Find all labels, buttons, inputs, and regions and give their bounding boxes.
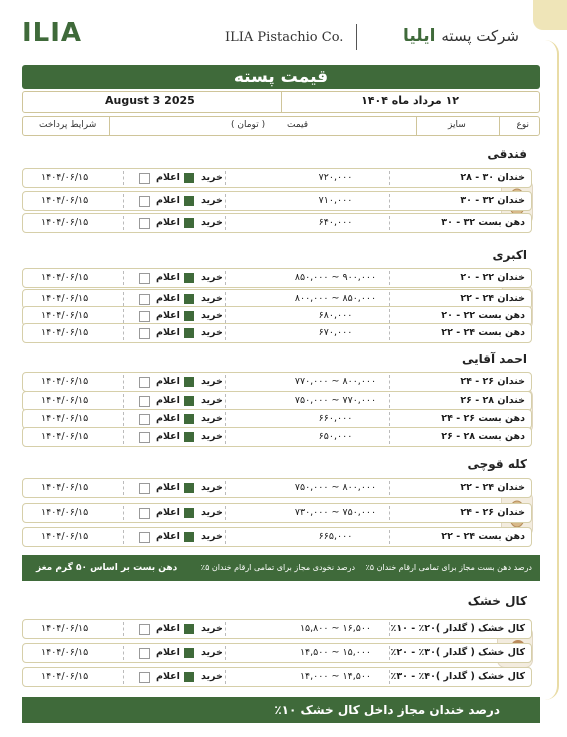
buy-label: خرید bbox=[201, 310, 223, 321]
buy-label: خرید bbox=[201, 482, 223, 493]
announce-checkbox[interactable] bbox=[139, 311, 150, 322]
row-divider bbox=[123, 216, 124, 230]
row-divider bbox=[123, 506, 124, 520]
row-price: ۶۴۰,۰۰۰ bbox=[318, 217, 353, 228]
buy-button[interactable] bbox=[184, 648, 194, 658]
buy-label: خرید bbox=[201, 395, 223, 406]
row-divider bbox=[123, 171, 124, 185]
category-title: احمد آقایی bbox=[461, 352, 527, 366]
price-row bbox=[22, 643, 532, 663]
price-row bbox=[22, 409, 532, 429]
announce-label: اعلام bbox=[156, 217, 180, 228]
price-row bbox=[22, 323, 532, 343]
row-divider bbox=[123, 375, 124, 389]
right-bracket-line bbox=[532, 40, 559, 700]
row-divider bbox=[123, 481, 124, 495]
row-divider bbox=[225, 309, 226, 323]
announce-checkbox[interactable] bbox=[139, 396, 150, 407]
row-date: ۱۴۰۴/۰۶/۱۵ bbox=[41, 195, 89, 206]
price-row bbox=[22, 527, 532, 547]
row-size: خندان ۲۶ - ۲۴ bbox=[460, 376, 525, 387]
row-date: ۱۴۰۴/۰۶/۱۵ bbox=[41, 217, 89, 228]
notes-bar bbox=[22, 555, 540, 581]
announce-checkbox[interactable] bbox=[139, 273, 150, 284]
row-divider bbox=[225, 326, 226, 340]
price-row bbox=[22, 391, 532, 411]
row-date: ۱۴۰۴/۰۶/۱۵ bbox=[41, 272, 89, 283]
row-price: ۷۲۰,۰۰۰ bbox=[318, 172, 353, 183]
announce-label: اعلام bbox=[156, 310, 180, 321]
price-row bbox=[22, 503, 532, 523]
row-divider bbox=[123, 326, 124, 340]
category-title: کله قوچی bbox=[467, 457, 527, 471]
row-divider bbox=[225, 412, 226, 426]
announce-label: اعلام bbox=[156, 293, 180, 304]
category-title: فندقی bbox=[487, 147, 527, 161]
buy-button[interactable] bbox=[184, 432, 194, 442]
row-date: ۱۴۰۴/۰۶/۱۵ bbox=[41, 327, 89, 338]
buy-button[interactable] bbox=[184, 414, 194, 424]
logo-text: ILIA bbox=[22, 18, 83, 48]
announce-label: اعلام bbox=[156, 431, 180, 442]
row-date: ۱۴۰۴/۰۶/۱۵ bbox=[41, 293, 89, 304]
price-row bbox=[22, 478, 532, 498]
row-divider bbox=[225, 194, 226, 208]
page-title: قیمت پسته bbox=[233, 67, 329, 87]
row-size: خندان ۳۲ - ۳۰ bbox=[460, 195, 525, 206]
buy-label: خرید bbox=[201, 376, 223, 387]
col-divider-2 bbox=[416, 117, 417, 135]
note-chickpea: درصد نخودی مجاز برای تمامی ارقام خندان ۵٪ bbox=[200, 563, 355, 572]
row-price: ۶۶۰,۰۰۰ bbox=[318, 413, 353, 424]
announce-checkbox[interactable] bbox=[139, 414, 150, 425]
row-size: دهن بست ۲۲ - ۲۰ bbox=[441, 310, 525, 321]
row-price: ۸۵۰,۰۰۰ ~ ۹۰۰,۰۰۰ bbox=[294, 272, 377, 283]
row-divider bbox=[123, 530, 124, 544]
row-size: خندان ۲۴ - ۲۲ bbox=[460, 482, 525, 493]
announce-label: اعلام bbox=[156, 395, 180, 406]
price-row bbox=[22, 191, 532, 211]
buy-label: خرید bbox=[201, 413, 223, 424]
row-size: خندان ۳۰ - ۲۸ bbox=[460, 172, 525, 183]
buy-button[interactable] bbox=[184, 672, 194, 682]
row-price: ۷۵۰,۰۰۰ ~ ۸۰۰,۰۰۰ bbox=[294, 482, 377, 493]
row-divider bbox=[225, 292, 226, 306]
row-size: کال خشک ( گلدار )۴۰٪ - ۳۰٪ bbox=[390, 671, 525, 682]
announce-label: اعلام bbox=[156, 623, 180, 634]
note-closed-basis: دهن بست بر اساس ۵۰ گرم مغز bbox=[36, 563, 178, 573]
announce-checkbox[interactable] bbox=[139, 294, 150, 305]
row-size: خندان ۲۶ - ۲۴ bbox=[460, 507, 525, 518]
row-date: ۱۴۰۴/۰۶/۱۵ bbox=[41, 413, 89, 424]
corner-accent bbox=[533, 0, 567, 30]
row-price: ۷۱۰,۰۰۰ bbox=[318, 195, 353, 206]
announce-checkbox[interactable] bbox=[139, 432, 150, 443]
buy-label: خرید bbox=[201, 272, 223, 283]
announce-checkbox[interactable] bbox=[139, 508, 150, 519]
row-date: ۱۴۰۴/۰۶/۱۵ bbox=[41, 172, 89, 183]
price-row bbox=[22, 268, 532, 288]
row-divider bbox=[225, 481, 226, 495]
row-divider bbox=[225, 375, 226, 389]
col-divider-3 bbox=[499, 117, 500, 135]
category-title: کال خشک bbox=[467, 594, 527, 608]
announce-checkbox[interactable] bbox=[139, 196, 150, 207]
buy-button[interactable] bbox=[184, 532, 194, 542]
buy-button[interactable] bbox=[184, 273, 194, 283]
announce-checkbox[interactable] bbox=[139, 218, 150, 229]
buy-button[interactable] bbox=[184, 196, 194, 206]
buy-button[interactable] bbox=[184, 624, 194, 634]
row-divider bbox=[123, 394, 124, 408]
announce-label: اعلام bbox=[156, 172, 180, 183]
price-row bbox=[22, 372, 532, 392]
buy-label: خرید bbox=[201, 623, 223, 634]
buy-button[interactable] bbox=[184, 508, 194, 518]
col-size: سایز bbox=[448, 120, 466, 130]
row-date: ۱۴۰۴/۰۶/۱۵ bbox=[41, 482, 89, 493]
announce-checkbox[interactable] bbox=[139, 532, 150, 543]
row-divider bbox=[225, 430, 226, 444]
header-divider bbox=[356, 24, 357, 50]
announce-checkbox[interactable] bbox=[139, 377, 150, 388]
row-divider bbox=[123, 646, 124, 660]
price-row bbox=[22, 168, 532, 188]
row-price: ۶۸۰,۰۰۰ bbox=[318, 310, 353, 321]
date-jalali: ۱۲ مرداد ماه ۱۴۰۴ bbox=[361, 94, 459, 107]
row-date: ۱۴۰۴/۰۶/۱۵ bbox=[41, 531, 89, 542]
buy-button[interactable] bbox=[184, 483, 194, 493]
buy-button[interactable] bbox=[184, 173, 194, 183]
announce-checkbox[interactable] bbox=[139, 672, 150, 683]
date-row bbox=[22, 91, 540, 113]
price-row bbox=[22, 213, 532, 233]
row-date: ۱۴۰۴/۰۶/۱۵ bbox=[41, 395, 89, 406]
buy-label: خرید bbox=[201, 671, 223, 682]
row-date: ۱۴۰۴/۰۶/۱۵ bbox=[41, 623, 89, 634]
date-gregorian: August 3 2025 bbox=[105, 94, 195, 107]
row-size: کال خشک ( گلدار )۲۰٪ - ۱۰٪ bbox=[390, 623, 525, 634]
col-divider-1 bbox=[109, 117, 110, 135]
buy-button[interactable] bbox=[184, 218, 194, 228]
row-divider bbox=[225, 271, 226, 285]
row-price: ۱۴,۵۰۰ ~ ۱۵,۰۰۰ bbox=[299, 647, 372, 658]
row-divider bbox=[225, 216, 226, 230]
company-name-fa bbox=[403, 26, 519, 46]
row-size: خندان ۲۴ - ۲۲ bbox=[460, 293, 525, 304]
announce-checkbox[interactable] bbox=[139, 483, 150, 494]
row-size: کال خشک ( گلدار )۳۰٪ - ۲۰٪ bbox=[390, 647, 525, 658]
price-row bbox=[22, 667, 532, 687]
announce-label: اعلام bbox=[156, 272, 180, 283]
col-price-unit: ( تومان ) bbox=[231, 120, 266, 130]
announce-label: اعلام bbox=[156, 531, 180, 542]
row-divider bbox=[123, 309, 124, 323]
row-size: دهن بست ۲۴ - ۲۲ bbox=[441, 531, 525, 542]
announce-label: اعلام bbox=[156, 195, 180, 206]
row-price: ۸۰۰,۰۰۰ ~ ۸۵۰,۰۰۰ bbox=[294, 293, 377, 304]
announce-label: اعلام bbox=[156, 376, 180, 387]
buy-button[interactable] bbox=[184, 396, 194, 406]
row-size: خندان ۲۸ - ۲۶ bbox=[460, 395, 525, 406]
title-bar bbox=[22, 65, 540, 89]
buy-label: خرید bbox=[201, 172, 223, 183]
row-divider bbox=[123, 412, 124, 426]
row-price: ۶۵۰,۰۰۰ bbox=[318, 431, 353, 442]
announce-label: اعلام bbox=[156, 507, 180, 518]
announce-checkbox[interactable] bbox=[139, 328, 150, 339]
col-price: قیمت bbox=[287, 120, 309, 130]
buy-label: خرید bbox=[201, 327, 223, 338]
date-divider bbox=[281, 92, 282, 112]
row-price: ۷۵۰,۰۰۰ ~ ۷۷۰,۰۰۰ bbox=[294, 395, 377, 406]
buy-label: خرید bbox=[201, 195, 223, 206]
announce-label: اعلام bbox=[156, 647, 180, 658]
row-price: ۷۳۰,۰۰۰ ~ ۷۵۰,۰۰۰ bbox=[294, 507, 377, 518]
row-size: خندان ۲۲ - ۲۰ bbox=[460, 272, 525, 283]
note-open-mouth: درصد دهن بست مجاز برای تمامی ارقام خندان ۵٪ bbox=[365, 563, 532, 572]
col-type: نوع bbox=[516, 120, 529, 130]
row-divider bbox=[123, 194, 124, 208]
row-divider bbox=[225, 506, 226, 520]
buy-button[interactable] bbox=[184, 377, 194, 387]
row-date: ۱۴۰۴/۰۶/۱۵ bbox=[41, 507, 89, 518]
buy-label: خرید bbox=[201, 647, 223, 658]
buy-label: خرید bbox=[201, 531, 223, 542]
buy-label: خرید bbox=[201, 217, 223, 228]
row-date: ۱۴۰۴/۰۶/۱۵ bbox=[41, 376, 89, 387]
announce-label: اعلام bbox=[156, 671, 180, 682]
logo bbox=[22, 18, 82, 48]
announce-label: اعلام bbox=[156, 413, 180, 424]
buy-label: خرید bbox=[201, 507, 223, 518]
category-title: اکبری bbox=[492, 248, 527, 262]
price-row bbox=[22, 427, 532, 447]
footer-note: درصد خندان مجاز داخل کال خشک ۱۰٪ bbox=[274, 703, 500, 717]
row-divider bbox=[225, 670, 226, 684]
row-divider bbox=[123, 430, 124, 444]
row-date: ۱۴۰۴/۰۶/۱۵ bbox=[41, 671, 89, 682]
row-divider bbox=[225, 646, 226, 660]
row-divider bbox=[225, 622, 226, 636]
row-date: ۱۴۰۴/۰۶/۱۵ bbox=[41, 647, 89, 658]
buy-button[interactable] bbox=[184, 328, 194, 338]
row-price: ۷۷۰,۰۰۰ ~ ۸۰۰,۰۰۰ bbox=[294, 376, 377, 387]
col-payment: شرایط پرداخت bbox=[39, 120, 97, 130]
row-price: ۱۵,۸۰۰ ~ ۱۶,۵۰۰ bbox=[299, 623, 372, 634]
row-size: دهن بست ۲۸ - ۲۶ bbox=[441, 431, 525, 442]
company-name-en: ILIA Pistachio Co. bbox=[225, 30, 344, 45]
column-header bbox=[22, 116, 540, 136]
row-size: دهن بست ۲۴ - ۲۲ bbox=[441, 327, 525, 338]
buy-button[interactable] bbox=[184, 311, 194, 321]
row-divider bbox=[123, 271, 124, 285]
announce-label: اعلام bbox=[156, 327, 180, 338]
row-divider bbox=[123, 622, 124, 636]
buy-label: خرید bbox=[201, 293, 223, 304]
row-price: ۶۷۰,۰۰۰ bbox=[318, 327, 353, 338]
row-divider bbox=[123, 670, 124, 684]
row-divider bbox=[225, 171, 226, 185]
announce-label: اعلام bbox=[156, 482, 180, 493]
buy-button[interactable] bbox=[184, 294, 194, 304]
row-divider bbox=[225, 530, 226, 544]
row-size: دهن بست ۳۲ - ۳۰ bbox=[441, 217, 525, 228]
buy-label: خرید bbox=[201, 431, 223, 442]
announce-checkbox[interactable] bbox=[139, 648, 150, 659]
row-divider bbox=[123, 292, 124, 306]
company-brand: ایلیا bbox=[402, 26, 436, 46]
row-price: ۱۴,۰۰۰ ~ ۱۴,۵۰۰ bbox=[299, 671, 372, 682]
row-divider bbox=[225, 394, 226, 408]
row-price: ۶۶۵,۰۰۰ bbox=[318, 531, 353, 542]
price-row bbox=[22, 619, 532, 639]
row-date: ۱۴۰۴/۰۶/۱۵ bbox=[41, 310, 89, 321]
announce-checkbox[interactable] bbox=[139, 173, 150, 184]
announce-checkbox[interactable] bbox=[139, 624, 150, 635]
row-size: دهن بست ۲۶ - ۲۴ bbox=[441, 413, 525, 424]
row-date: ۱۴۰۴/۰۶/۱۵ bbox=[41, 431, 89, 442]
footer-bar bbox=[22, 697, 540, 723]
company-prefix: شرکت پسته bbox=[441, 27, 519, 45]
